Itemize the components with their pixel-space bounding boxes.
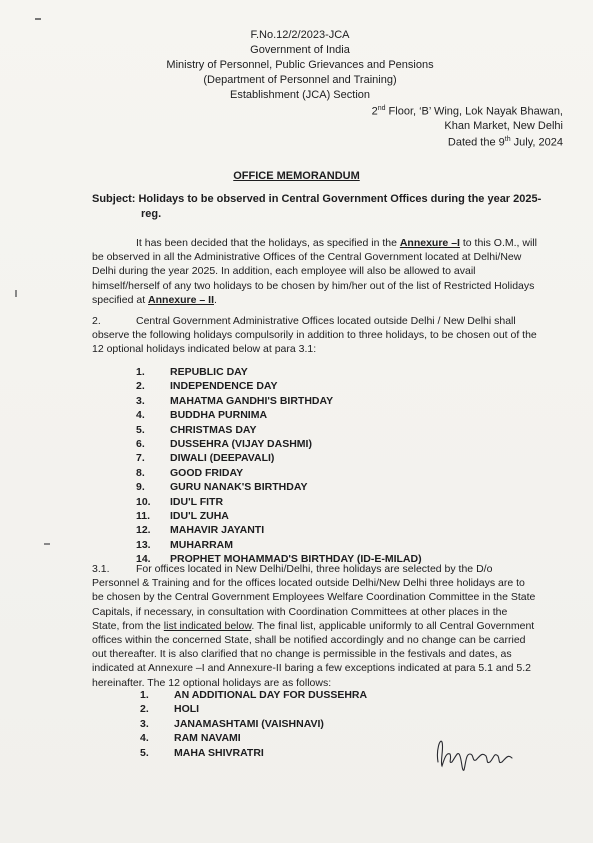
compulsory-holiday-item <box>136 423 422 437</box>
list-number: 4. <box>136 409 145 422</box>
list-number: 9. <box>136 481 145 494</box>
holiday-name: BUDDHA PURNIMA <box>170 409 268 422</box>
optional-holiday-list <box>140 688 367 760</box>
list-number: 7. <box>136 452 145 465</box>
paragraph-3-1: 3.1. For offices located in New Delhi/Delhi, three holidays are selected by the D/o Personnel & Training and for the offices located outside Delhi/New Delhi three holidays are to be chosen by the Central Government Employees Welfare Coordination Committee in the State Capitals, if necessary, in consultation with Coordination Committees at other places in the State, from the list indicated below. The final list, applicable uniformly to all Central Government offices within the concerned State, shall be notified accordingly and no change can be carried out thereafter. It is also clarified that no change is permissible in the festivals and dates, as indicated at Annexure –I and Annexure-II baring a few exceptions indicated at para 5.1 and 5.2 hereinafter. The 12 optional holidays are as follows: <box>92 563 536 689</box>
file-number: F.No.12/2/2023-JCA <box>250 29 350 41</box>
holiday-name: MAHATMA GANDHI'S BIRTHDAY <box>170 394 334 407</box>
paragraph-1: It has been decided that the holidays, as specified in the Annexure –I to this O.M., will be observed in all the Administrative Offices of the Central Government located at Delhi/New Delhi during the year 2025. In addition, each employee will also be allowed to avail himself/herself of any two holidays to be chosen by him/her out of the list of Restricted Holidays specified at Annexure – II. <box>92 237 537 306</box>
list-number: 1. <box>136 366 145 378</box>
list-number: 3. <box>140 717 149 730</box>
letterhead <box>150 28 450 103</box>
paragraph-2: 2. Central Government Administrative Offices located outside Delhi / New Delhi shall observe the following holidays compulsorily in addition to three holidays, to be chosen out of the 12 optional holidays indicated below at para 3.1: <box>92 315 537 356</box>
scan-speck <box>44 543 50 545</box>
holiday-name: PROPHET MOHAMMAD'S BIRTHDAY (ID-E-MILAD) <box>170 553 422 566</box>
department-name: (Department of Personnel and Training) <box>203 74 397 86</box>
compulsory-holiday-item <box>136 408 422 422</box>
optional-holiday-item <box>140 702 367 716</box>
optional-holiday-item <box>140 746 367 760</box>
optional-holiday-item <box>140 688 367 702</box>
compulsory-holiday-item <box>136 466 422 480</box>
compulsory-holiday-item <box>136 480 422 494</box>
subject-line: Subject: Holidays to be observed in Central Government Offices during the year 2025- reg. <box>92 193 542 220</box>
holiday-name: IDU'L ZUHA <box>170 510 229 523</box>
holiday-name: REPUBLIC DAY <box>170 366 248 378</box>
para-number: 2. <box>92 315 101 327</box>
compulsory-holiday-item <box>136 538 422 552</box>
compulsory-holiday-item <box>136 495 422 509</box>
holiday-name: CHRISTMAS DAY <box>170 423 257 436</box>
holiday-name: MUHARRAM <box>170 538 233 551</box>
compulsory-holiday-item <box>136 379 422 393</box>
compulsory-holiday-item <box>136 509 422 523</box>
holiday-name: AN ADDITIONAL DAY FOR DUSSEHRA <box>174 689 368 701</box>
holiday-name: HOLI <box>174 703 200 716</box>
office-address <box>372 102 563 149</box>
list-number: 4. <box>140 732 149 745</box>
holiday-name: GURU NANAK'S BIRTHDAY <box>170 481 308 494</box>
holiday-name: MAHA SHIVRATRI <box>174 746 264 759</box>
annexure-2-ref: Annexure – II <box>148 293 214 306</box>
list-number: 14. <box>136 553 151 566</box>
list-number: 5. <box>140 746 149 759</box>
scan-speck <box>15 290 17 297</box>
list-number: 10. <box>136 495 151 508</box>
holiday-name: DUSSEHRA (VIJAY DASHMI) <box>170 438 312 451</box>
signature-image <box>432 732 522 776</box>
list-number: 11. <box>136 510 151 523</box>
address-line-1: 2nd Floor, ‘B’ Wing, Lok Nayak Bhawan, <box>371 105 563 118</box>
section-name: Establishment (JCA) Section <box>230 89 370 101</box>
list-number: 1. <box>140 689 149 701</box>
list-number: 12. <box>136 524 151 537</box>
holiday-name: INDEPENDENCE DAY <box>170 380 278 393</box>
holiday-name: JANAMASHTAMI (VAISHNAVI) <box>174 717 324 730</box>
optional-holiday-item <box>140 717 367 731</box>
list-number: 3. <box>136 394 145 407</box>
list-number: 5. <box>136 423 145 436</box>
compulsory-holiday-list <box>136 365 422 567</box>
compulsory-holiday-item <box>136 523 422 537</box>
list-number: 2. <box>140 703 149 716</box>
holiday-name: GOOD FRIDAY <box>170 466 244 479</box>
scan-speck <box>35 18 41 20</box>
date-line: Dated the 9th July, 2024 <box>447 135 563 149</box>
holiday-name: MAHAVIR JAYANTI <box>170 524 265 537</box>
annexure-1-ref: Annexure –I <box>399 237 460 249</box>
address-line-2: Khan Market, New Delhi <box>444 119 563 132</box>
compulsory-holiday-item <box>136 451 422 465</box>
government-name: Government of India <box>250 44 350 56</box>
compulsory-holiday-item <box>136 437 422 451</box>
list-number: 8. <box>136 466 145 479</box>
ministry-name: Ministry of Personnel, Public Grievances and Pensions <box>166 59 434 71</box>
list-reference: list indicated below <box>163 619 252 632</box>
memorandum-title: OFFICE MEMORANDUM <box>233 170 360 182</box>
para-number: 3.1. <box>92 563 110 575</box>
optional-holiday-item <box>140 731 367 745</box>
holiday-name: RAM NAVAMI <box>174 732 241 745</box>
compulsory-holiday-item <box>136 365 422 379</box>
list-number: 6. <box>136 438 145 451</box>
list-number: 2. <box>136 380 145 393</box>
holiday-name: IDU'L FITR <box>170 495 224 508</box>
holiday-name: DIWALI (DEEPAVALI) <box>170 452 275 465</box>
compulsory-holiday-item <box>136 394 422 408</box>
list-number: 13. <box>136 538 151 551</box>
